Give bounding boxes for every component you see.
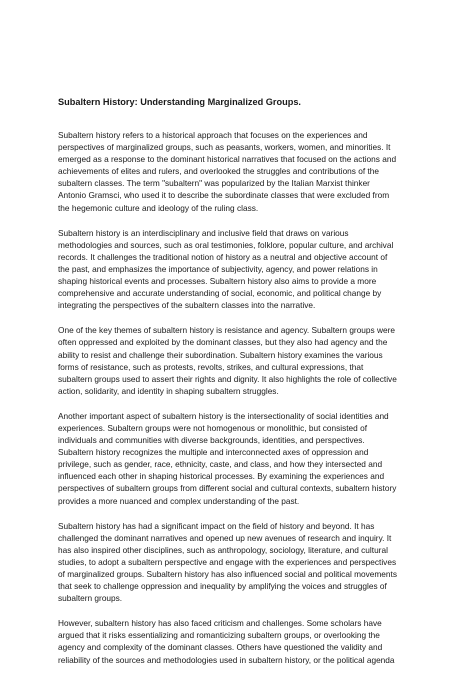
text-line: reliability of the sources and methodologies used in subaltern history, or the political agenda (58, 654, 395, 665)
text-line: ability to resist and challenge their subordination. Subaltern history examines the various (58, 349, 383, 360)
text-line: agency and complexity of the dominant classes. Others have questioned the validity and (58, 642, 383, 653)
text-line: influenced each other in shaping historical processes. By examining the experiences and (58, 471, 385, 482)
text-line: Subaltern history refers to a historical approach that focuses on the experiences and (58, 130, 368, 140)
text-line: that seek to challenge oppression and inequality by amplifying the voices and struggles of (58, 581, 387, 592)
text-line: Subaltern history is an interdisciplinary and inclusive field that draws on various (58, 227, 349, 238)
text-line: achievements of elites and rulers, and overlooked the struggles and contributions of the (58, 166, 380, 177)
text-line: studies, to adopt a subaltern perspective and engage with the experiences and perspectives (58, 556, 397, 567)
text-line: Subaltern history recognizes the multiple and interconnected axes of oppression and (58, 447, 369, 458)
paragraph (58, 410, 418, 507)
text-line: records. It challenges the traditional notion of history as a neutral and objective account of (58, 251, 388, 262)
text-line: argued that it risks essentializing and romanticizing subaltern groups, or overlooking the (58, 630, 380, 641)
text-line: action, solidarity, and identity in shaping subaltern struggles. (58, 385, 279, 396)
text-line: However, subaltern history has also faced criticism and challenges. Some scholars have (58, 618, 382, 629)
paragraph (58, 324, 418, 397)
text-line: individuals and communities with diverse backgrounds, identities, and perspectives. (58, 435, 365, 446)
text-line: experiences. Subaltern groups were not homogenous or monolithic, but consisted of (58, 422, 368, 433)
text-line: the hegemonic culture and ideology of the ruling class. (58, 202, 259, 213)
text-line: perspectives of subaltern groups from different social and cultural contexts, subaltern history (58, 483, 397, 494)
document-title: Subaltern History: Understanding Marginalized Groups. (58, 97, 301, 107)
text-line: the past, and emphasizes the importance of subjectivity, agency, and power relations in (58, 263, 378, 274)
paragraph (58, 129, 418, 214)
document-content (58, 96, 418, 679)
text-line: comprehensive and accurate understanding of social, economic, and political change by (58, 288, 382, 299)
text-line: shaping historical events and processes. Subaltern history also aims to provide a more (58, 276, 377, 287)
text-line: privilege, such as gender, race, ethnicity, caste, and class, and how they intersected and (58, 459, 383, 470)
paragraph (58, 227, 418, 312)
text-line: Subaltern history has had a significant impact on the field of history and beyond. It has (58, 520, 375, 531)
text-line: Another important aspect of subaltern history is the intersectionality of social identities and (58, 410, 389, 421)
text-line: Antonio Gramsci, who used it to describe the subordinate classes that were excluded from (58, 190, 390, 201)
text-line: subaltern classes. The term "subaltern" was popularized by the Italian Marxist thinker (58, 178, 370, 189)
text-line: often oppressed and exploited by the dominant classes, but they also had agency and the (58, 337, 388, 348)
paragraph (58, 617, 418, 665)
text-line: emerged as a response to the dominant historical narratives that focused on the actions and (58, 154, 397, 165)
text-line: of marginalized groups. Subaltern history has also influenced social and political movements (58, 569, 397, 579)
text-line: perspectives of marginalized groups, such as peasants, workers, women, and minorities. It (58, 142, 391, 153)
text-line: subaltern groups. (58, 593, 123, 604)
text-line: has also inspired other disciplines, such as anthropology, sociology, literature, and cultural (58, 544, 388, 555)
text-line: provides a more nuanced and complex understanding of the past. (58, 495, 300, 506)
text-line: methodologies and sources, such as oral testimonies, folklore, popular culture, and archival (58, 239, 394, 250)
text-line: One of the key themes of subaltern history is resistance and agency. Subaltern groups were (58, 325, 395, 336)
text-line: integrating the perspectives of the subaltern classes into the narrative. (58, 300, 316, 311)
text-line: subaltern groups used to assert their rights and dignity. It also highlights the role of collective (58, 373, 397, 384)
text-line: forms of resistance, such as protests, revolts, strikes, and cultural expressions, that (58, 361, 364, 372)
text-line: challenged the dominant narratives and opened up new avenues of research and inquiry. It (58, 532, 392, 543)
paragraph (58, 520, 418, 605)
